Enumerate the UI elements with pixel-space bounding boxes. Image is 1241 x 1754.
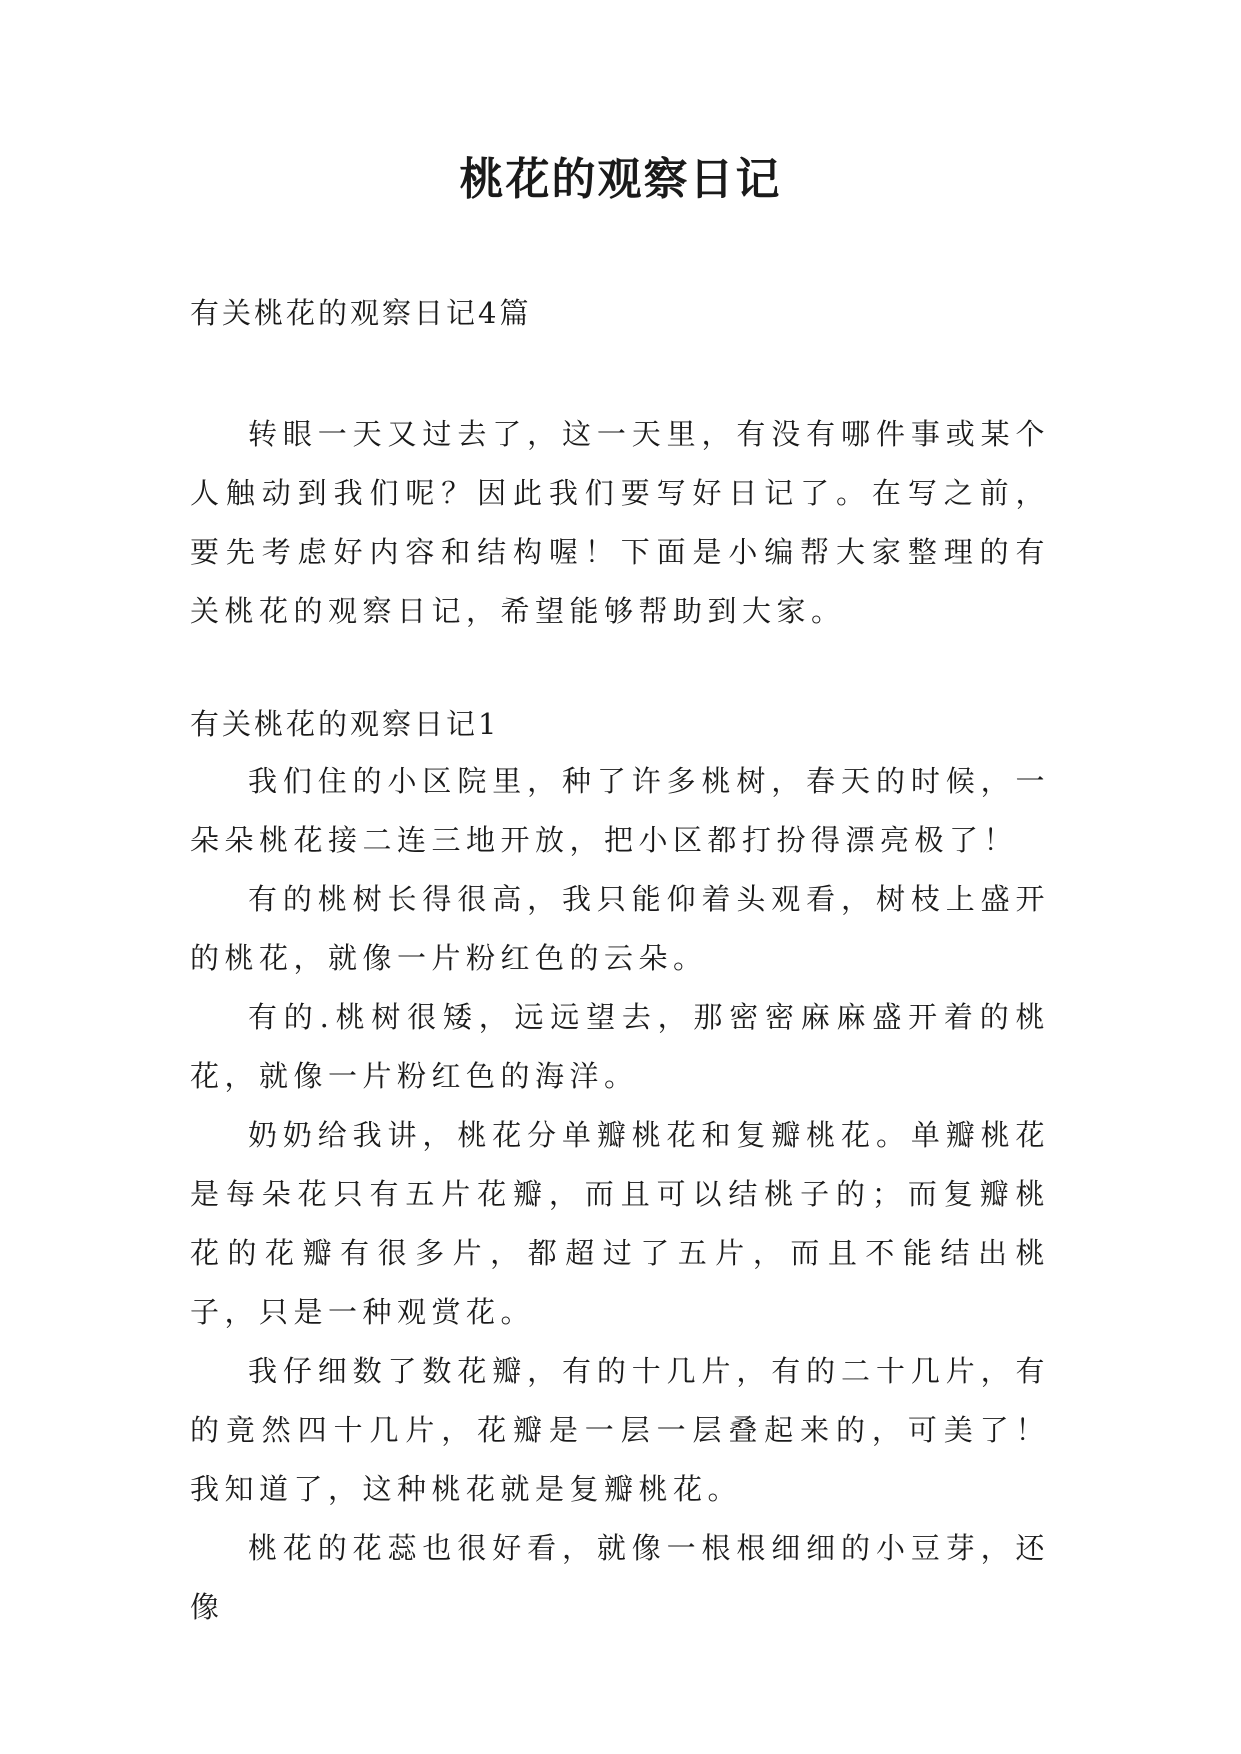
diary-entry (190, 752, 1050, 1637)
intro-block (190, 405, 1050, 641)
paragraph: 奶奶给我讲，桃花分单瓣桃花和复瓣桃花。单瓣桃花是每朵花只有五片花瓣，而且可以结桃子的；而复瓣桃花的花瓣有很多片，都超过了五片，而且不能结出桃子，只是一种观赏花。 (190, 1118, 1050, 1329)
intro-paragraph: 转眼一天又过去了，这一天里，有没有哪件事或某个人触动到我们呢？因此我们要写好日记了。在写之前，要先考虑好内容和结构喔！下面是小编帮大家整理的有关桃花的观察日记，希望能够帮助到大家。 (190, 417, 1050, 628)
paragraph: 有的.桃树很矮，远远望去，那密密麻麻盛开着的桃花，就像一片粉红色的海洋。 (190, 1000, 1050, 1093)
document-subtitle: 有关桃花的观察日记4篇 (190, 296, 532, 330)
paragraph: 我仔细数了数花瓣，有的十几片，有的二十几片，有的竟然四十几片，花瓣是一层一层叠起来的，可美了！我知道了，这种桃花就是复瓣桃花。 (190, 1354, 1050, 1506)
page-title: 桃花的观察日记 (459, 154, 782, 205)
paragraph: 有的桃树长得很高，我只能仰着头观看，树枝上盛开的桃花，就像一片粉红色的云朵。 (190, 882, 1050, 975)
paragraph: 我们住的小区院里，种了许多桃树，春天的时候，一朵朵桃花接二连三地开放，把小区都打扮得漂亮极了！ (190, 764, 1050, 857)
paragraph: 桃花的花蕊也很好看，就像一根根细细的小豆芽，还像 (190, 1531, 1050, 1624)
section-heading: 有关桃花的观察日记1 (190, 707, 500, 741)
